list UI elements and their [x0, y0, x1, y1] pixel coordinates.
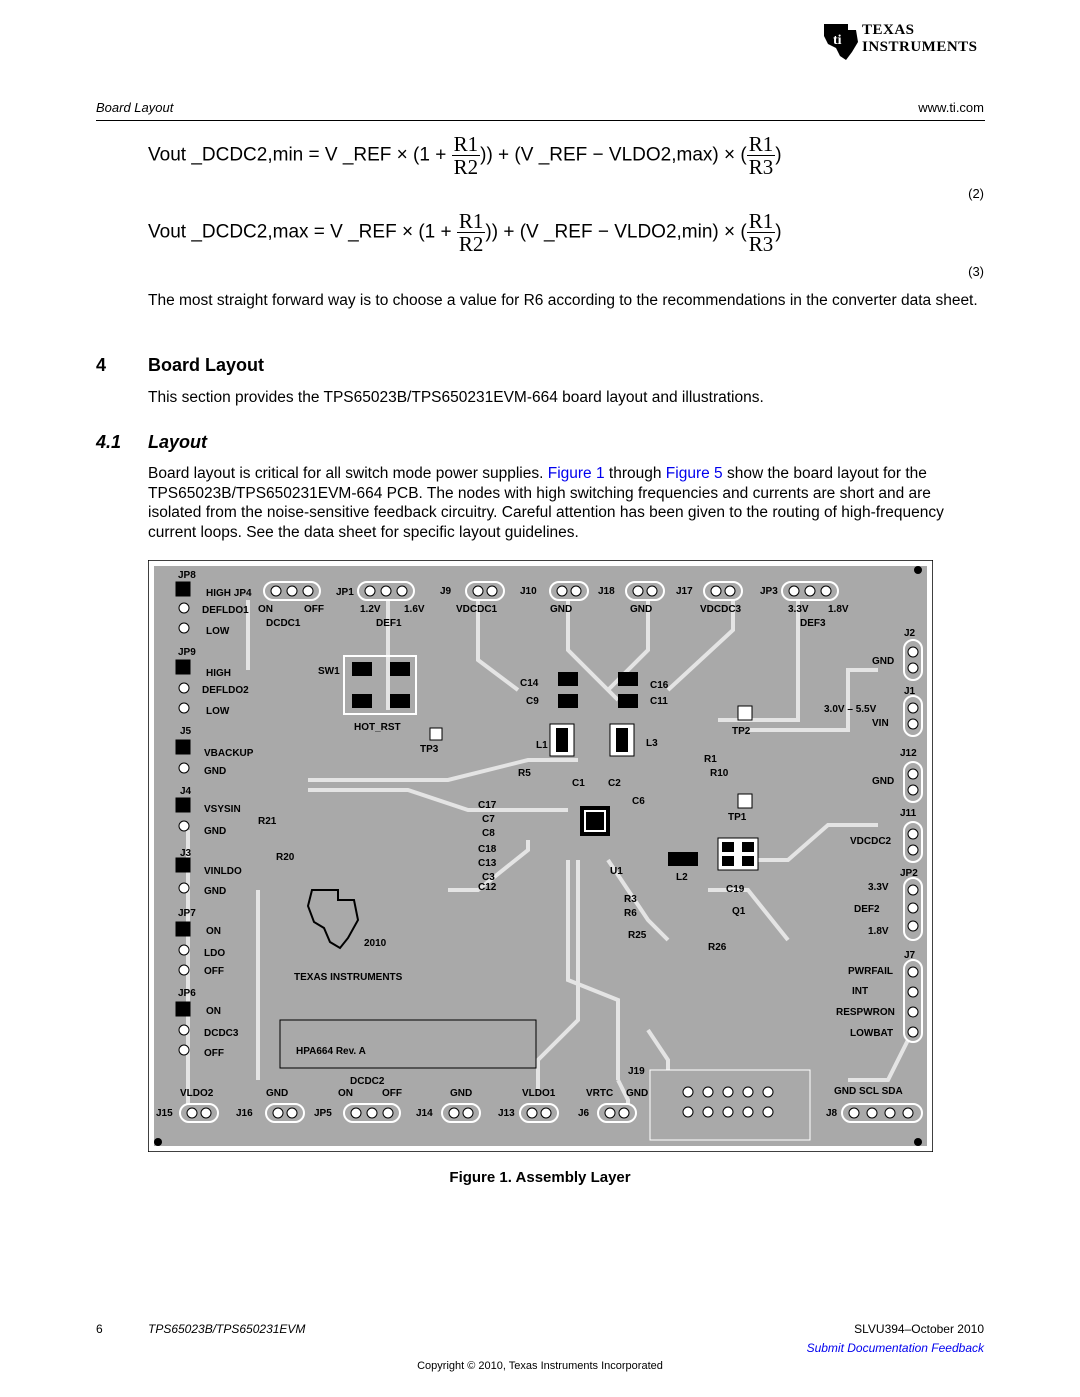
header-url[interactable]: www.ti.com: [918, 100, 984, 115]
svg-text:R3: R3: [624, 894, 637, 905]
svg-text:LOWBAT: LOWBAT: [850, 1028, 894, 1039]
svg-text:DEFLDO2: DEFLDO2: [202, 685, 249, 696]
svg-text:DEF1: DEF1: [376, 618, 402, 629]
figure-1-link[interactable]: Figure 1: [547, 465, 605, 482]
svg-text:JP7: JP7: [178, 908, 196, 919]
svg-text:VBACKUP: VBACKUP: [204, 748, 254, 759]
svg-text:3.3V: 3.3V: [788, 604, 809, 615]
svg-text:JP2: JP2: [900, 868, 918, 879]
svg-text:L1: L1: [536, 740, 548, 751]
svg-text:3.3V: 3.3V: [868, 882, 889, 893]
svg-text:J18: J18: [598, 586, 615, 597]
svg-text:J2: J2: [904, 628, 916, 639]
svg-text:HIGH: HIGH: [206, 668, 231, 679]
svg-text:C16: C16: [650, 680, 669, 691]
copyright: Copyright © 2010, Texas Instruments Incorporated: [417, 1360, 663, 1372]
svg-text:C3: C3: [482, 872, 495, 883]
svg-text:HOT_RST: HOT_RST: [354, 722, 401, 733]
svg-text:TEXAS INSTRUMENTS: TEXAS INSTRUMENTS: [294, 972, 403, 983]
svg-text:R6: R6: [624, 908, 637, 919]
svg-text:VLDO2: VLDO2: [180, 1088, 214, 1099]
svg-text:JP9: JP9: [178, 647, 196, 658]
svg-text:J10: J10: [520, 586, 537, 597]
svg-text:JP3: JP3: [760, 586, 778, 597]
svg-text:C2: C2: [608, 778, 621, 789]
equation-3: Vout _DCDC2,max = V _REF × (1 + $\frac{R1}{R2}$ )) + (V _REF − VLDO2,min) × ( $\frac{R1}{R3}$ ): [148, 209, 782, 256]
svg-text:1.8V: 1.8V: [828, 604, 849, 615]
svg-text:DCDC3: DCDC3: [204, 1028, 239, 1039]
svg-text:LDO: LDO: [204, 948, 226, 959]
svg-text:C13: C13: [478, 858, 497, 869]
ti-logo-text: TEXAS INSTRUMENTS: [862, 22, 978, 55]
svg-text:C11: C11: [650, 696, 668, 707]
svg-text:GND SCL SDA: GND SCL SDA: [834, 1086, 903, 1097]
svg-text:PWRFAIL: PWRFAIL: [848, 966, 893, 977]
paragraph-r6: The most straight forward way is to choose a value for R6 according to the recommendations in the converter data sheet.: [148, 292, 978, 309]
svg-text:DEF2: DEF2: [854, 904, 880, 915]
svg-text:OFF: OFF: [304, 604, 324, 615]
svg-text:C18: C18: [478, 844, 497, 855]
equation-3-number: (3): [968, 264, 984, 279]
figure-5-link[interactable]: Figure 5: [665, 465, 723, 482]
svg-text:J12: J12: [900, 748, 917, 759]
svg-text:1.2V: 1.2V: [360, 604, 381, 615]
paragraph-section4: This section provides the TPS65023B/TPS650231EVM-664 board layout and illustrations.: [148, 389, 764, 406]
svg-text:GND: GND: [872, 776, 895, 787]
svg-text:J15: J15: [156, 1108, 173, 1119]
svg-text:TP2: TP2: [732, 726, 751, 737]
svg-text:SW1: SW1: [318, 666, 340, 677]
svg-text:C1: C1: [572, 778, 585, 789]
section-4-heading: 4 Board Layout: [96, 355, 265, 375]
svg-text:ti: ti: [833, 33, 842, 48]
svg-text:L3: L3: [646, 738, 658, 749]
svg-text:J5: J5: [180, 726, 192, 737]
svg-text:J4: J4: [180, 786, 192, 797]
svg-text:J9: J9: [440, 586, 452, 597]
svg-text:J8: J8: [826, 1108, 838, 1119]
svg-text:GND: GND: [266, 1088, 289, 1099]
svg-text:HPA664 Rev. A: HPA664 Rev. A: [296, 1046, 366, 1057]
svg-text:2010: 2010: [364, 938, 387, 949]
svg-text:VDCDC2: VDCDC2: [850, 836, 892, 847]
footer-doc-title: TPS65023B/TPS650231EVM: [148, 1322, 306, 1336]
svg-text:J7: J7: [904, 950, 916, 961]
svg-text:VRTC: VRTC: [586, 1088, 614, 1099]
section-41-heading: 4.1 Layout: [96, 432, 208, 452]
svg-text:VSYSIN: VSYSIN: [204, 804, 241, 815]
svg-text:J14: J14: [416, 1108, 433, 1119]
svg-text:J19: J19: [628, 1066, 645, 1077]
svg-text:ON: ON: [206, 1006, 221, 1017]
figure-caption: Figure 1. Assembly Layer: [449, 1169, 631, 1186]
svg-text:DCDC2: DCDC2: [350, 1076, 385, 1087]
svg-text:L2: L2: [676, 872, 688, 883]
svg-text:VLDO1: VLDO1: [522, 1088, 556, 1099]
svg-text:DEF3: DEF3: [800, 618, 826, 629]
svg-text:C14: C14: [520, 678, 539, 689]
svg-text:GND: GND: [872, 656, 895, 667]
svg-text:INT: INT: [852, 986, 869, 997]
svg-text:JP1: JP1: [336, 587, 354, 598]
feedback-link[interactable]: Submit Documentation Feedback: [806, 1341, 984, 1355]
header-rule: [96, 120, 985, 121]
svg-text:Q1: Q1: [732, 906, 746, 917]
svg-text:C9: C9: [526, 696, 539, 707]
svg-text:1.6V: 1.6V: [404, 604, 425, 615]
svg-text:C6: C6: [632, 796, 645, 807]
svg-text:GND: GND: [626, 1088, 649, 1099]
equation-2: Vout _DCDC2,min = V _REF × (1 + $\frac{R1}{R2}$ )) + (V _REF − VLDO2,max) × ( $\frac{R1}{R3}$ ): [148, 132, 782, 179]
svg-text:R1: R1: [704, 754, 717, 765]
assembly-layer-board: [148, 560, 933, 1152]
header-section: Board Layout: [96, 100, 174, 115]
svg-text:VDCDC1: VDCDC1: [456, 604, 498, 615]
svg-text:ON: ON: [338, 1088, 353, 1099]
svg-text:J17: J17: [676, 586, 693, 597]
svg-text:3.0V – 5.5V: 3.0V – 5.5V: [824, 704, 877, 715]
paragraph-layout: Board layout is critical for all switch mode power supplies. Figure 1 through Figure 5 show the board layout for the TPS65023B/TPS650231EVM-664 PCB. The nodes with high switching frequencies and currents are short and are isolated from the noise-sensitive feedback circuitry. Careful attention has been given to the routing of high-frequency current loops. See the data sheet for specific layout guidelines.: [148, 465, 944, 541]
svg-text:R5: R5: [518, 768, 531, 779]
svg-text:DCDC1: DCDC1: [266, 618, 301, 629]
svg-text:R25: R25: [628, 930, 647, 941]
svg-text:DEFLDO1: DEFLDO1: [202, 605, 249, 616]
svg-text:VDCDC3: VDCDC3: [700, 604, 742, 615]
svg-text:J16: J16: [236, 1108, 253, 1119]
svg-text:C7: C7: [482, 814, 495, 825]
svg-text:R10: R10: [710, 768, 729, 779]
svg-text:HIGH JP4: HIGH JP4: [206, 588, 252, 599]
svg-text:LOW: LOW: [206, 626, 230, 637]
footer-doc-id: SLVU394–October 2010: [854, 1322, 984, 1336]
svg-text:J13: J13: [498, 1108, 515, 1119]
svg-text:JP5: JP5: [314, 1108, 332, 1119]
svg-text:J3: J3: [180, 848, 192, 859]
svg-text:TP3: TP3: [420, 744, 439, 755]
svg-text:TP1: TP1: [728, 812, 747, 823]
svg-text:ON: ON: [206, 926, 221, 937]
svg-text:JP8: JP8: [178, 570, 196, 581]
svg-text:GND: GND: [450, 1088, 473, 1099]
svg-text:GND: GND: [204, 886, 227, 897]
svg-text:VINLDO: VINLDO: [204, 866, 242, 877]
svg-text:OFF: OFF: [382, 1088, 402, 1099]
footer-page-number: 6: [96, 1322, 103, 1336]
svg-text:R20: R20: [276, 852, 295, 863]
svg-text:J1: J1: [904, 686, 916, 697]
svg-text:C12: C12: [478, 882, 497, 893]
svg-text:R26: R26: [708, 942, 727, 953]
svg-text:GND: GND: [204, 826, 227, 837]
svg-text:JP6: JP6: [178, 988, 196, 999]
svg-text:J11: J11: [900, 808, 917, 819]
svg-text:1.8V: 1.8V: [868, 926, 889, 937]
svg-text:GND: GND: [630, 604, 653, 615]
svg-text:C19: C19: [726, 884, 745, 895]
svg-text:RESPWRON: RESPWRON: [836, 1007, 895, 1018]
equation-2-number: (2): [968, 186, 984, 201]
svg-text:ON: ON: [258, 604, 273, 615]
svg-text:OFF: OFF: [204, 966, 224, 977]
svg-text:OFF: OFF: [204, 1048, 224, 1059]
svg-text:U1: U1: [610, 866, 623, 877]
svg-text:GND: GND: [204, 766, 227, 777]
svg-text:GND: GND: [550, 604, 573, 615]
svg-text:C17: C17: [478, 800, 497, 811]
svg-text:R21: R21: [258, 816, 277, 827]
svg-text:LOW: LOW: [206, 706, 230, 717]
svg-text:C8: C8: [482, 828, 495, 839]
svg-text:VIN: VIN: [872, 718, 889, 729]
svg-text:J6: J6: [578, 1108, 590, 1119]
